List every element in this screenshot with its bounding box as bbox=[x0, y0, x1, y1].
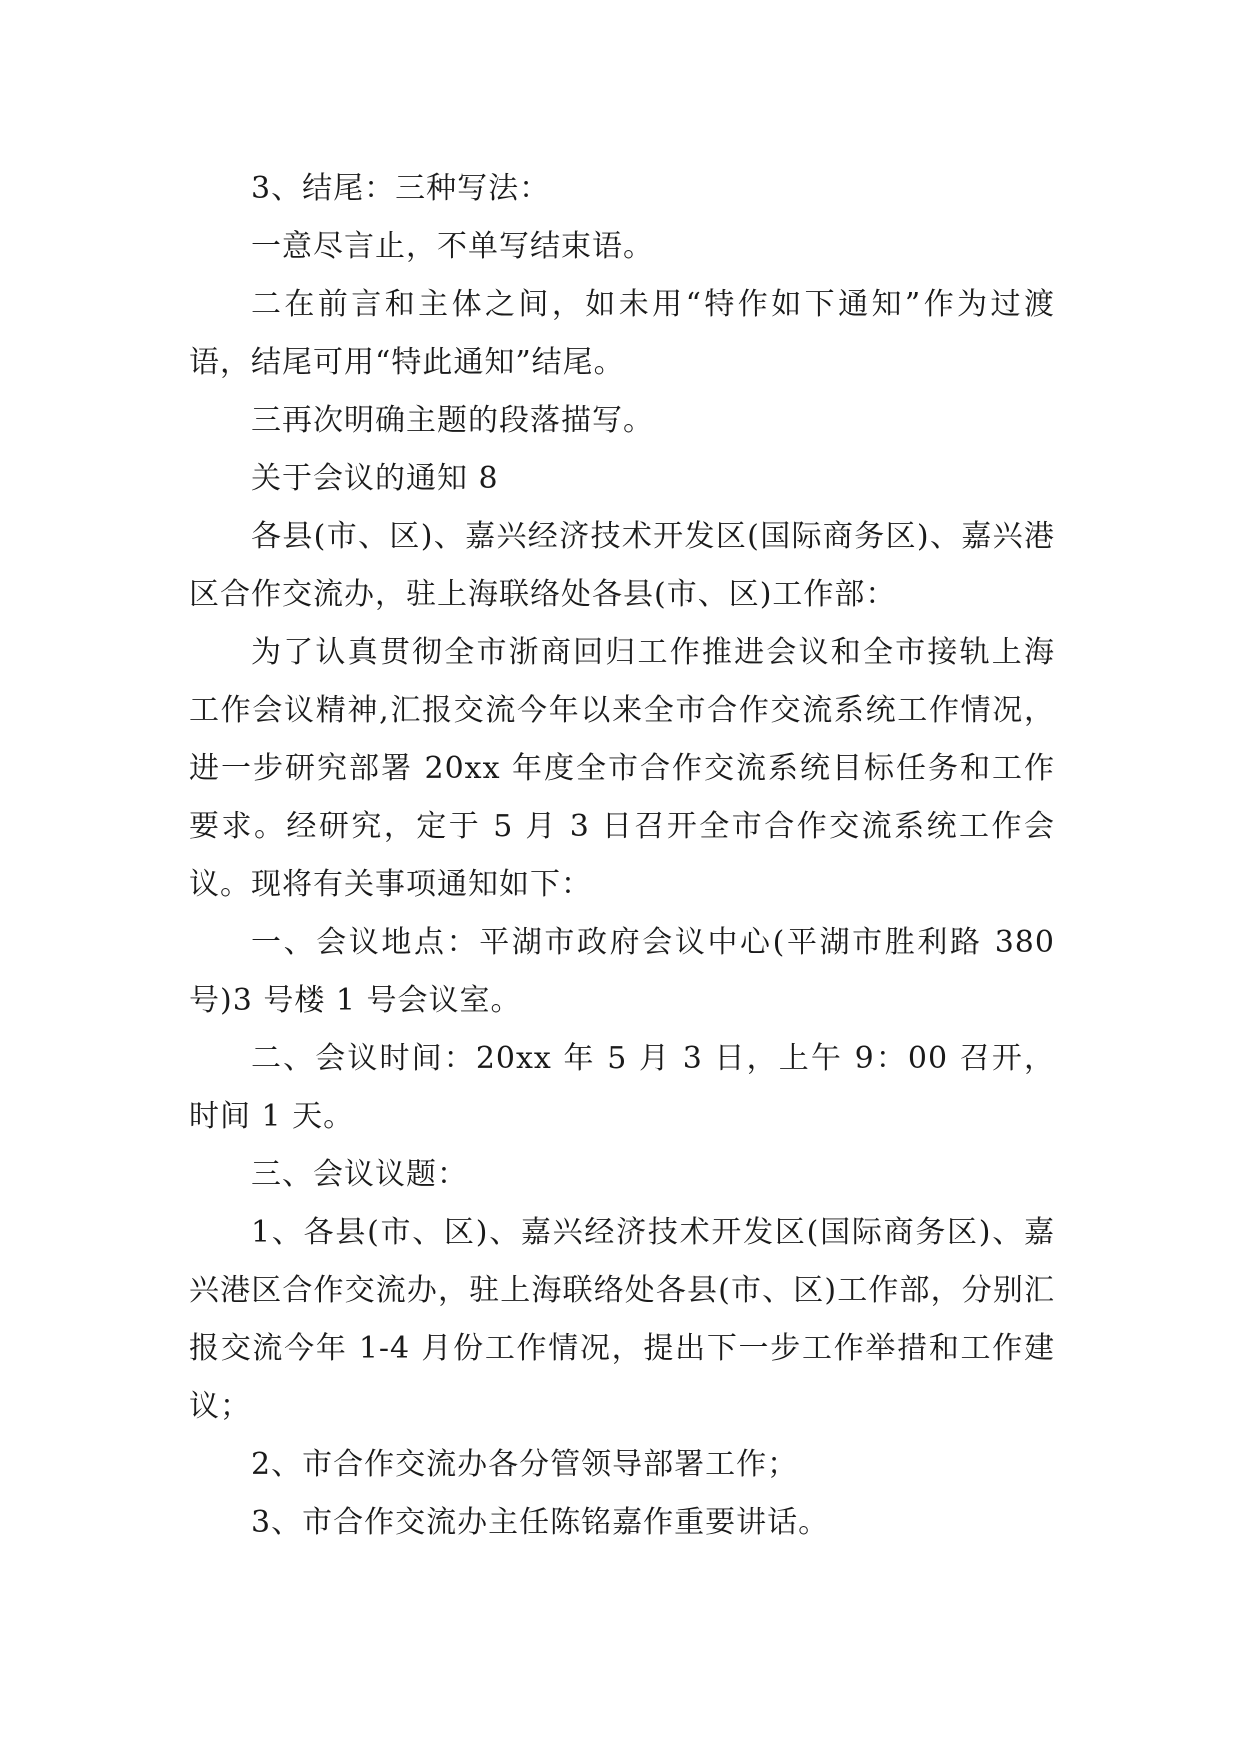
meeting-topic-3: 3、市合作交流办主任陈铭嘉作重要讲话。 bbox=[251, 1505, 830, 1540]
meeting-topics-heading: 三、会议议题： bbox=[251, 1157, 468, 1192]
paragraph-method-two: 二在前言和主体之间，如未用“特作如下通知”作为过渡语，结尾可用“特此通知”结尾。 bbox=[189, 287, 1055, 380]
meeting-topic-1: 1、各县(市、区)、嘉兴经济技术开发区(国际商务区)、嘉兴港区合作交流办，驻上海联络处各县(市、区)工作部，分别汇报交流今年 1-4 月份工作情况，提出下一步工作举措和工作建议； bbox=[189, 1215, 1055, 1424]
paragraph-method-three: 三再次明确主题的段落描写。 bbox=[251, 403, 654, 438]
paragraph-ending-methods: 3、结尾：三种写法： bbox=[251, 171, 551, 206]
meeting-time: 二、会议时间：20xx 年 5 月 3 日，上午 9：00 召开，时间 1 天。 bbox=[189, 1041, 1055, 1134]
meeting-location: 一、会议地点：平湖市政府会议中心(平湖市胜利路 380 号)3 号楼 1 号会议室。 bbox=[189, 925, 1055, 1018]
meeting-topic-2: 2、市合作交流办各分管领导部署工作； bbox=[251, 1447, 799, 1482]
document-body bbox=[189, 160, 1055, 1552]
notice-recipients: 各县(市、区)、嘉兴经济技术开发区(国际商务区)、嘉兴港区合作交流办，驻上海联络处各县(市、区)工作部： bbox=[189, 519, 1055, 612]
notice-intro: 为了认真贯彻全市浙商回归工作推进会议和全市接轨上海工作会议精神,汇报交流今年以来全市合作交流系统工作情况，进一步研究部署 20xx 年度全市合作交流系统目标任务和工作要求。经研究，定于 5 月 3 日召开全市合作交流系统工作会议。现将有关事项通知如下： bbox=[189, 635, 1055, 902]
notice-title: 关于会议的通知 8 bbox=[251, 461, 499, 496]
paragraph-method-one: 一意尽言止，不单写结束语。 bbox=[251, 229, 654, 264]
